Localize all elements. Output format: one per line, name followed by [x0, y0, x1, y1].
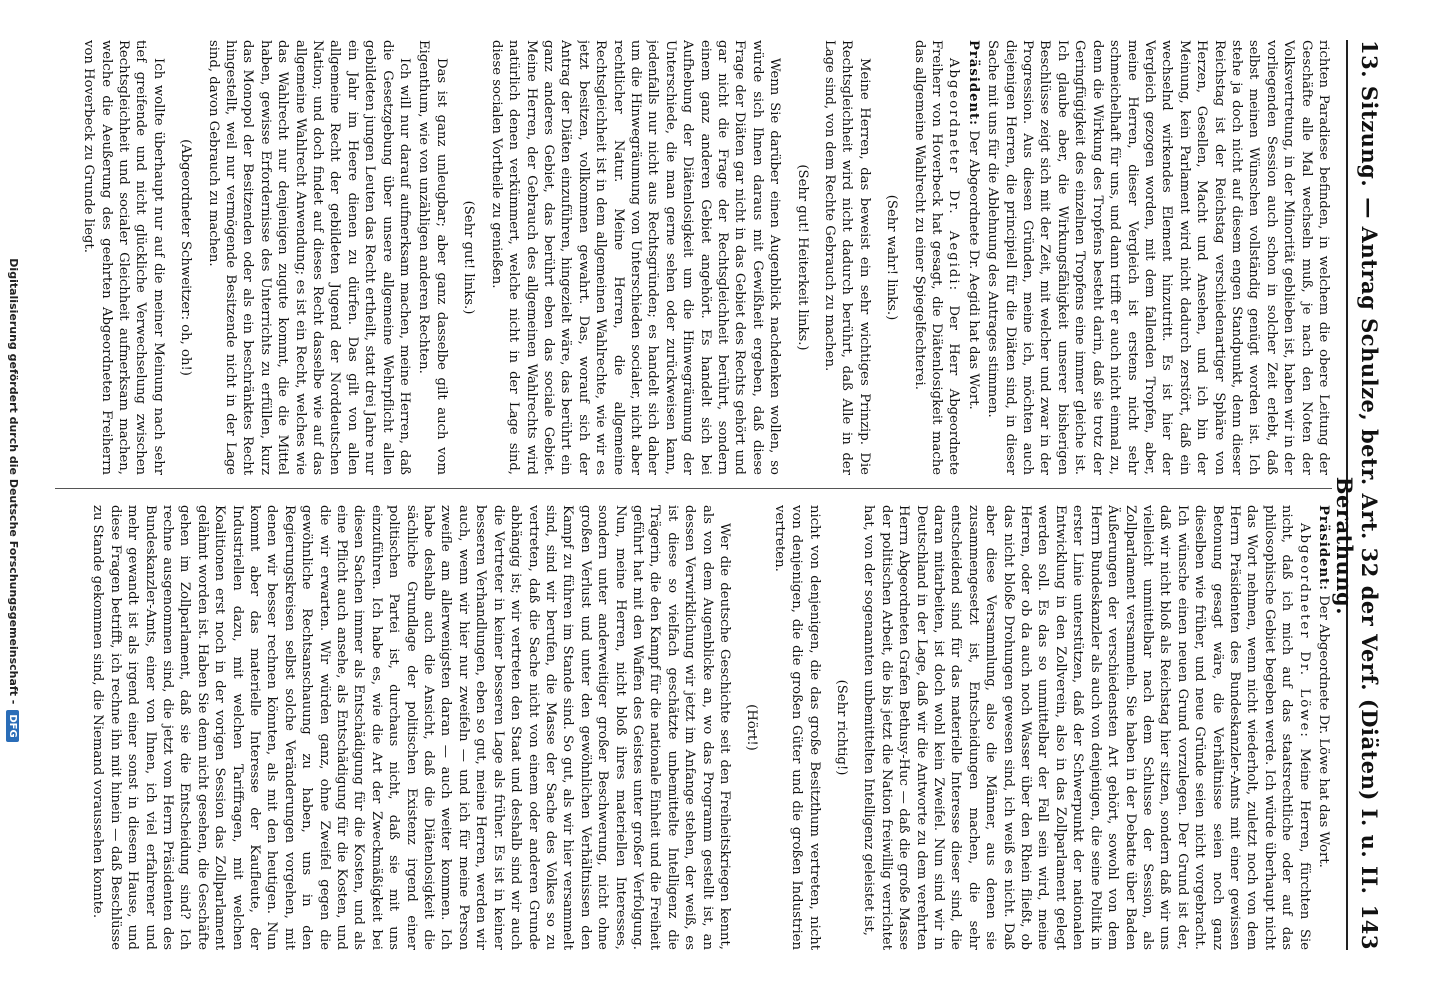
statement-text: Meine Herren, fürchten Sie nicht, daß ich mich auf das staatsrechtliche oder auf das philosophische Gebiet begeben werde. Ich würde überhaupt nicht das Wort nehmen, wenn nicht wiederholt, zuletzt noch von dem Herrn Präsidenten des Bundeskanzler-Amts mit einer gewissen Betonung gesagt wäre, die Verhältnisse seien noch ganz dieselben wie früher, und neue Gründe seien nicht vorgebracht. Ich wünsche einen neuen Grund vorzulegen. Der Grund ist der, daß wir nicht bloß als Reichstag hier sitzen, sondern daß wir uns vielleicht unmittelbar nach dem Schlusse der Session, als Zollparlament versammeln. Sie haben in der Debatte über Baden Äußerungen der verschiedensten Art gehört, sowohl von dem Herrn Bundeskanzler als auch von denjenigen, die seine Politik in erster Linie unterstützen, daß der Schwerpunkt der nationalen Entwicklung in den Zollverein, also in das Zollparlament gelegt werden soll. Es das so unmittelbar der Fall sein wird, meine Herren, oder ob da auch noch Wasser über den Rhein fließt, ob das nicht bloße Drohungen gewesen sind, ich weiß es nicht. Daß aber diese Versammlung, also die Männer, aus denen sie zusammengesetzt ist, Entscheidungen machen, die sehr entscheidend sind für das materielle Interesse dieser sind, die daran mitarbeiten, ist doch wohl kein Zweifel. Nun sind wir in Deutschland in der Lage, daß wir die Antworte zu dem verehrten Herrn Abgeordneten Grafen Bethusy-Huc — daß die große Masse der politischen Arbeit, die bis jetzt die Nation freiwillig verrichtet hat, von der sogenannten unbemittelten Intelligenz geleistet ist, — [861, 505, 1312, 950]
speaker-statement — [860, 505, 1313, 950]
right-column — [50, 505, 1332, 950]
aside-remark: (Sehr gut! Heiterkeit links.) — [794, 164, 810, 351]
digitization-credit — [6, 0, 20, 1000]
page-number: 143 — [1357, 904, 1382, 950]
paragraph: Das ist ganz unleugbar; aber ganz dasselbe gilt auch vom Eigenthum, wie von unzähligen anderen Rechten. — [416, 40, 449, 475]
session-label: 13. Sitzung. — [1357, 40, 1382, 188]
aside-remark: (Sehr richtig!) — [834, 679, 850, 776]
speaker-label: Präsident: — [965, 40, 981, 127]
speaker-statement — [910, 40, 962, 475]
statement-text: Der Abgeordnete Dr. Löwe hat das Wort. — [1316, 595, 1331, 868]
president-statement — [1315, 505, 1332, 950]
statement-text: Der Herr Abgeordnete Freiherr von Hoverbeck hat gesagt, die Diätenlosigkeit mache das allgemeine Wahlrecht zu einer Spiegelfechterei. — [911, 40, 962, 475]
left-column — [50, 40, 1332, 475]
paragraph: richten Paradiese befinden, in welchem die obere Leitung der Geschäfte alle Mal wechseln muß, je nach den Noten der Volksvertretung, in der Minorität geblieben ist, haben wir in der vorliegenden Session auch schon in solcher Zeit erlebt, daß selbst meinen Wünschen vollständig genügt worden ist. Ich stehe ja doch nicht auf diesem engen Standpunkt, denn dieser Reichstag ist der Reichstag verschiedenartiger Sphäre von Herzen, Gesellen, Macht und Ansehen, und ich bin der Meinung, kein Parlament wird nicht dadurch zerstört, daß ein wechselnd wirkendes Element hinzutritt. Es ist hier der Vergleich gezogen worden, mit dem fallenden Tropfen, aber, meine Herren, dieser Vergleich ist erstens nicht sehr schmeichelhaft für uns, und dann trifft er auch nicht einmal zu, denn die Wirkung des Tropfens besteht darin, daß sie trotz der Geringfügigkeit des einzelnen Tropfens eine immer gleiche ist. Ich glaube aber, die Wirkungsfähigkeit unserer bisherigen Beschlüsse zeigt sich mit der Zeit, mit welcher und zwar in der Progression. Aus diesen Gründen, meine ich, möchten auch diejenigen Herren, die principiell für die Diäten sind, in dieser Sache mit uns für die Ablehnung des Antrages stimmen. — [985, 40, 1331, 475]
credit-text: Digitalisierung gefördert durch die Deutsche Forschungsgemeinschaft - — [7, 258, 20, 705]
paragraph: Ich wollte überhaupt nur auf die meiner Meinung nach sehr tief greifende und nicht glückliche Verwechselung zwischen Rechtsgleichheit und socialer Gleichheit aufmerksam machen, welche die Aeußerung des geehrten Abgeordneten Freiherrn von Hoverbeck zu Grunde liegt. — [81, 40, 166, 475]
dfg-logo: DFG — [6, 710, 19, 741]
paragraph: Ich will nur darauf aufmerksam machen, meine Herren, daß die Gesetzgebung über unsere allgemeine Wehrpflicht allen gebildeten jungen Leuten das Recht ertheilt, statt drei Jahre nur ein Jahr im Heere dienen zu dürfen. Das gilt von allen allgemeine Recht der gebildeten Jugend der Norddeutschen Nation; und doch findet auf dieses Recht dasselbe wie auf das allgemeine Wahlrecht Anwendung; es ist ein Recht, welches wie das Wahlrecht nur denjenigen zugute kommt, die die Mittel haben, gewisse Erfordernisse des Unterrichts zu erfüllen, kurz das Monopol der Besitzenden oder als ein beschränktes Recht hingestellt, weil nur vermögende Besitzende nicht in der Lage sind, davon Gebrauch zu machen. — [205, 40, 413, 475]
aside-remark: (Sehr gut! links.) — [461, 200, 477, 315]
aside-remark: (Hört!) — [744, 704, 760, 751]
speaker-label: Abgeordneter Dr. Aegidi: — [946, 58, 962, 293]
statement-text: Der Abgeordnete Dr. Aegidi hat das Wort. — [965, 130, 981, 410]
column-divider — [55, 488, 1332, 489]
running-title: — Antrag Schulze, betr. Art. 32 der Verf. (Diäten) I. u. II. Berathung. — [1332, 197, 1382, 895]
aside-remark: (Abgeordneter Schweitzer: oh, oh!) — [178, 139, 194, 376]
aside-remark: (Sehr wahr! links.) — [884, 194, 900, 321]
paragraph: Wenn Sie darüber einen Augenblick nachdenken wollen, so würde sich Ihnen daraus mit Gewißheit ergeben, daß diese Frage der Diäten gar nicht in das Gebiet des Rechts gehört und gar nicht die Frage der Rechtsgleichheit berührt, sondern einem ganz anderen Gebiet angehört. Es handelt sich bei Aufhebung der Diätenlosigkeit um die Hinwegräumung der Unterschiede, die man gerne sehen oder zurückweisen kann, jedenfalls nur nicht aus Rechtsgründen; es handelt sich daher um die Hinwegräumung von Unterschieden socialer, nicht aber rechtlicher Natur. Meine Herren, die allgemeine Rechtsgleichheit ist in dem allgemeinen Wahlrechte, wie wir es jetzt besitzen, vollkommen gewahrt. Das, worauf sich der Antrag der Diäten einzuführen, hingezielt wäre, das berührt ein ganz anderes Gebiet, das berührt eben das sociale Gebiet. Meine Herren, der Gebrauch des allgemeinen Wahlrechts wird natürlich denen verkümmert, welche nicht in der Lage sind, diese socialen Vortheile zu genießen. — [488, 40, 783, 475]
page-header — [1332, 40, 1382, 950]
president-statement — [964, 40, 981, 475]
paragraph: Wer die deutsche Geschichte seit den Freiheitskriegen kennt, als von dem Augenblicke an, wo das Programm gestellt ist, an dessen Verwirklichung wir jetzt im Anfange stehen, der weiß, es ist diese so vielfach geschätzte unbemittelte Intelligenz die Trägerin, die den Kampf für die nationale Einheit und die Freiheit geführt hat mit den Waffen des Geistes unter großer Verfolgung. Nun, meine Herren, nicht bloß ihres materiellen Interesses, sondern unter anderweitiger großer Beschwerung, nicht ohne großen Verlust und unter den gewöhnlichen Verhältnissen den Kampf zu führen im Stande sind. So gut, als wir hier versammelt sind, sind wir berufen, die Masse der Sache des Volkes so zu vertreten, daß die Sache nicht von einem oder anderen Grunde abhängig ist; wir vertreten den Staat und deshalb sind wir auch die Vertreter in keiner besseren Lage als früher. Es ist in keiner besseren Verhandlungen, eben so gut, meine Herren, werden wir auch, wenn wir hier nur zweifeln — und ich für meine Person zweifle am allerwenigsten daran — auch weiter kommen. Ich habe deshalb auch die Ansicht, daß die Diätenlosigkeit die sächliche Grundlage der politischen Existenz irgend einer politischen Partei ist, durchaus nicht, daß sie mit uns einzuführen. Ich habe es, wie die Art der Zweckmäßigkeit bei diesen Sachen immer als Entschädigung für die Kosten, und als eine Pflicht auch ansehe, als Entschädigung für die Kosten, und die wir erwarten. Wir würden ganz, ohne Zweifel gegen die gewöhnliche Rechtsanschauung zu haben, uns in den Regierungskreisen selbst solche Veränderungen vorgehen, mit denen wir besser rechnen könnten, als mit den heutigen. Nun kommt aber das materielle Interesse der Kaufleute, der Industriellen dazu, mit welchen Tariffragen, mit welchen Koalitionen erst noch in der vorigen Session das Zollparlament gelähmt worden ist. Haben Sie denn nicht gesehen, die Geschäfte gehen im Zollparlament, daß sie die Entscheidung sind? Ich rechne ausgenommen sind, die jetzt vom Herrn Präsidenten des Bundeskanzler-Amts, einer von Ihnen, ich viel erfahrener und mehr gewandt ist als irgend einer sonst in diesem Hause, und diese Fragen betrifft, ich rechne ihn mit hinein — daß Beschlüsse zu Stande gekommen sind, die Niemand voraussehen konnte. — [90, 505, 732, 950]
speaker-label: Präsident: — [1316, 505, 1331, 592]
speaker-label: Abgeordneter Dr. Löwe: — [1296, 523, 1312, 739]
paragraph: nicht von denjenigen, die das große Besitzthum vertreten, nicht von denjenigen, die die großen Güter und die großen Industrien vertreten. — [771, 505, 822, 950]
paragraph: Meine Herren, das beweist ein sehr wichtiges Prinzip. Die Rechtsgleichheit wird nicht dadurch berührt, daß Alle in der Lage sind, von dem Rechte Gebrauch zu machen. — [822, 40, 872, 475]
